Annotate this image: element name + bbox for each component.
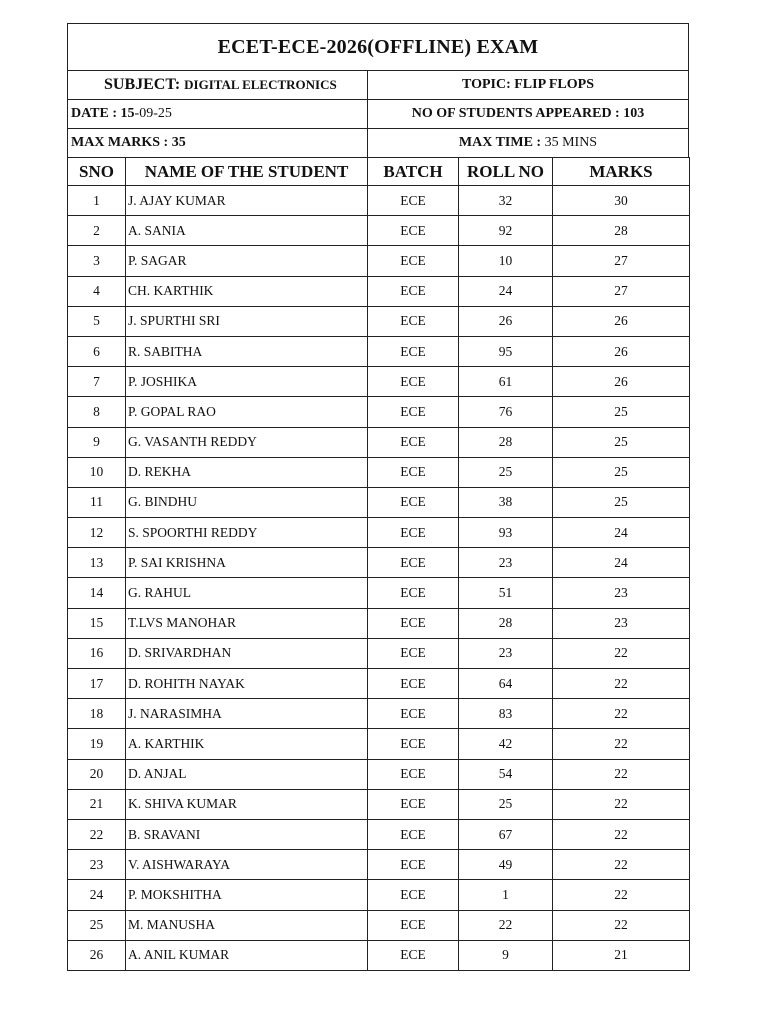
batch-cell: ECE <box>368 819 459 849</box>
subject-topic-row <box>67 70 689 99</box>
sno-cell: 21 <box>68 789 126 819</box>
student-name-cell: CH. KARTHIK <box>126 276 368 306</box>
student-name-cell: D. SRIVARDHAN <box>126 638 368 668</box>
sno-cell: 9 <box>68 427 126 457</box>
table-row <box>68 487 690 517</box>
roll-no-cell: 42 <box>459 729 553 759</box>
marks-cell: 22 <box>553 910 690 940</box>
batch-cell: ECE <box>368 246 459 276</box>
max-marks-time-row <box>67 128 689 157</box>
table-row <box>68 276 690 306</box>
table-row <box>68 186 690 216</box>
marks-cell: 25 <box>553 457 690 487</box>
marks-cell: 22 <box>553 638 690 668</box>
table-row <box>68 608 690 638</box>
student-name-cell: P. SAGAR <box>126 246 368 276</box>
student-name-cell: A. ANIL KUMAR <box>126 940 368 970</box>
marks-cell: 26 <box>553 336 690 366</box>
roll-no-cell: 10 <box>459 246 553 276</box>
date-rest: -09-25 <box>134 106 172 121</box>
marks-cell: 22 <box>553 789 690 819</box>
marks-table <box>67 157 690 971</box>
batch-cell: ECE <box>368 276 459 306</box>
students-appeared-cell <box>368 100 688 128</box>
column-header-marks: MARKS <box>553 158 690 186</box>
column-header-sno: SNO <box>68 158 126 186</box>
sno-cell: 17 <box>68 669 126 699</box>
results-sheet <box>67 23 689 971</box>
table-row <box>68 699 690 729</box>
student-name-cell: R. SABITHA <box>126 336 368 366</box>
roll-no-cell: 49 <box>459 850 553 880</box>
roll-no-cell: 92 <box>459 216 553 246</box>
student-name-cell: S. SPOORTHI REDDY <box>126 518 368 548</box>
date-day: 15 <box>120 106 135 121</box>
batch-cell: ECE <box>368 518 459 548</box>
sno-cell: 5 <box>68 306 126 336</box>
sno-cell: 25 <box>68 910 126 940</box>
batch-cell: ECE <box>368 729 459 759</box>
sno-cell: 2 <box>68 216 126 246</box>
student-name-cell: M. MANUSHA <box>126 910 368 940</box>
roll-no-cell: 38 <box>459 487 553 517</box>
max-marks-value: 35 <box>171 135 186 150</box>
roll-no-cell: 23 <box>459 638 553 668</box>
table-row <box>68 940 690 970</box>
sno-cell: 1 <box>68 186 126 216</box>
roll-no-cell: 83 <box>459 699 553 729</box>
marks-cell: 22 <box>553 850 690 880</box>
table-row <box>68 850 690 880</box>
table-row <box>68 246 690 276</box>
table-row <box>68 638 690 668</box>
roll-no-cell: 1 <box>459 880 553 910</box>
roll-no-cell: 32 <box>459 186 553 216</box>
max-time-cell <box>368 129 688 157</box>
roll-no-cell: 25 <box>459 457 553 487</box>
roll-no-cell: 22 <box>459 910 553 940</box>
table-row <box>68 397 690 427</box>
student-name-cell: P. SAI KRISHNA <box>126 548 368 578</box>
student-name-cell: P. MOKSHITHA <box>126 880 368 910</box>
student-name-cell: D. ANJAL <box>126 759 368 789</box>
marks-cell: 25 <box>553 397 690 427</box>
student-name-cell: D. ROHITH NAYAK <box>126 669 368 699</box>
subject-cell <box>68 71 368 99</box>
roll-no-cell: 28 <box>459 608 553 638</box>
date-label: DATE : <box>71 106 118 121</box>
topic-value: FLIP FLOPS <box>514 77 594 92</box>
marks-cell: 28 <box>553 216 690 246</box>
roll-no-cell: 26 <box>459 306 553 336</box>
marks-cell: 22 <box>553 699 690 729</box>
marks-cell: 22 <box>553 880 690 910</box>
date-students-row <box>67 99 689 128</box>
batch-cell: ECE <box>368 367 459 397</box>
sno-cell: 7 <box>68 367 126 397</box>
marks-cell: 24 <box>553 548 690 578</box>
table-row <box>68 216 690 246</box>
marks-cell: 23 <box>553 608 690 638</box>
sno-cell: 19 <box>68 729 126 759</box>
student-name-cell: J. NARASIMHA <box>126 699 368 729</box>
marks-cell: 27 <box>553 246 690 276</box>
roll-no-cell: 95 <box>459 336 553 366</box>
batch-cell: ECE <box>368 186 459 216</box>
batch-cell: ECE <box>368 940 459 970</box>
student-name-cell: A. SANIA <box>126 216 368 246</box>
batch-cell: ECE <box>368 789 459 819</box>
table-row <box>68 669 690 699</box>
marks-cell: 25 <box>553 427 690 457</box>
batch-cell: ECE <box>368 850 459 880</box>
marks-cell: 26 <box>553 367 690 397</box>
sno-cell: 24 <box>68 880 126 910</box>
batch-cell: ECE <box>368 578 459 608</box>
sno-cell: 15 <box>68 608 126 638</box>
exam-title-text: ECET-ECE-2026(OFFLINE) EXAM <box>217 35 539 58</box>
batch-cell: ECE <box>368 487 459 517</box>
sno-cell: 3 <box>68 246 126 276</box>
table-row <box>68 880 690 910</box>
student-name-cell: P. JOSHIKA <box>126 367 368 397</box>
table-row <box>68 819 690 849</box>
roll-no-cell: 28 <box>459 427 553 457</box>
table-row <box>68 578 690 608</box>
student-name-cell: A. KARTHIK <box>126 729 368 759</box>
table-row <box>68 729 690 759</box>
sno-cell: 11 <box>68 487 126 517</box>
batch-cell: ECE <box>368 306 459 336</box>
student-name-cell: P. GOPAL RAO <box>126 397 368 427</box>
batch-cell: ECE <box>368 216 459 246</box>
max-time-label: MAX TIME : <box>458 135 542 150</box>
topic-cell <box>368 71 688 99</box>
max-marks-label: MAX MARKS : <box>71 135 169 150</box>
topic-label: TOPIC: <box>462 77 511 92</box>
batch-cell: ECE <box>368 699 459 729</box>
table-row <box>68 306 690 336</box>
table-row <box>68 548 690 578</box>
marks-cell: 27 <box>553 276 690 306</box>
sno-cell: 8 <box>68 397 126 427</box>
marks-cell: 26 <box>553 306 690 336</box>
roll-no-cell: 23 <box>459 548 553 578</box>
roll-no-cell: 25 <box>459 789 553 819</box>
roll-no-cell: 64 <box>459 669 553 699</box>
roll-no-cell: 61 <box>459 367 553 397</box>
sno-cell: 13 <box>68 548 126 578</box>
roll-no-cell: 54 <box>459 759 553 789</box>
batch-cell: ECE <box>368 638 459 668</box>
table-row <box>68 367 690 397</box>
column-header-name: NAME OF THE STUDENT <box>126 158 368 186</box>
sno-cell: 12 <box>68 518 126 548</box>
marks-cell: 23 <box>553 578 690 608</box>
student-name-cell: D. REKHA <box>126 457 368 487</box>
table-row <box>68 759 690 789</box>
student-name-cell: J. SPURTHI SRI <box>126 306 368 336</box>
batch-cell: ECE <box>368 457 459 487</box>
column-header-batch: BATCH <box>368 158 459 186</box>
student-name-cell: V. AISHWARAYA <box>126 850 368 880</box>
marks-cell: 22 <box>553 729 690 759</box>
students-appeared-value: 103 <box>623 106 645 121</box>
batch-cell: ECE <box>368 910 459 940</box>
marks-cell: 22 <box>553 819 690 849</box>
sno-cell: 4 <box>68 276 126 306</box>
batch-cell: ECE <box>368 427 459 457</box>
column-header-roll-no: ROLL NO <box>459 158 553 186</box>
batch-cell: ECE <box>368 608 459 638</box>
marks-cell: 22 <box>553 669 690 699</box>
student-name-cell: K. SHIVA KUMAR <box>126 789 368 819</box>
marks-cell: 30 <box>553 186 690 216</box>
sno-cell: 23 <box>68 850 126 880</box>
marks-cell: 22 <box>553 759 690 789</box>
table-row <box>68 427 690 457</box>
roll-no-cell: 67 <box>459 819 553 849</box>
roll-no-cell: 51 <box>459 578 553 608</box>
marks-cell: 21 <box>553 940 690 970</box>
batch-cell: ECE <box>368 759 459 789</box>
marks-cell: 25 <box>553 487 690 517</box>
sno-cell: 10 <box>68 457 126 487</box>
student-name-cell: B. SRAVANI <box>126 819 368 849</box>
sno-cell: 26 <box>68 940 126 970</box>
table-row <box>68 457 690 487</box>
roll-no-cell: 93 <box>459 518 553 548</box>
table-row <box>68 518 690 548</box>
table-body <box>68 186 690 971</box>
max-marks-cell <box>68 129 368 157</box>
student-name-cell: G. BINDHU <box>126 487 368 517</box>
sno-cell: 14 <box>68 578 126 608</box>
student-name-cell: G. VASANTH REDDY <box>126 427 368 457</box>
subject-label: SUBJECT: <box>104 76 181 93</box>
date-cell <box>68 100 368 128</box>
sno-cell: 6 <box>68 336 126 366</box>
max-time-value: 35 MINS <box>544 135 598 150</box>
sno-cell: 16 <box>68 638 126 668</box>
marks-cell: 24 <box>553 518 690 548</box>
roll-no-cell: 76 <box>459 397 553 427</box>
batch-cell: ECE <box>368 336 459 366</box>
subject-value: DIGITAL ELECTRONICS <box>184 77 337 92</box>
table-row <box>68 910 690 940</box>
student-name-cell: J. AJAY KUMAR <box>126 186 368 216</box>
sno-cell: 22 <box>68 819 126 849</box>
student-name-cell: T.LVS MANOHAR <box>126 608 368 638</box>
roll-no-cell: 24 <box>459 276 553 306</box>
students-appeared-label: NO OF STUDENTS APPEARED : <box>411 106 620 121</box>
exam-title <box>67 23 689 70</box>
batch-cell: ECE <box>368 880 459 910</box>
sno-cell: 20 <box>68 759 126 789</box>
table-row <box>68 789 690 819</box>
batch-cell: ECE <box>368 669 459 699</box>
batch-cell: ECE <box>368 548 459 578</box>
table-row <box>68 336 690 366</box>
table-header-row <box>68 158 690 186</box>
sno-cell: 18 <box>68 699 126 729</box>
roll-no-cell: 9 <box>459 940 553 970</box>
student-name-cell: G. RAHUL <box>126 578 368 608</box>
batch-cell: ECE <box>368 397 459 427</box>
